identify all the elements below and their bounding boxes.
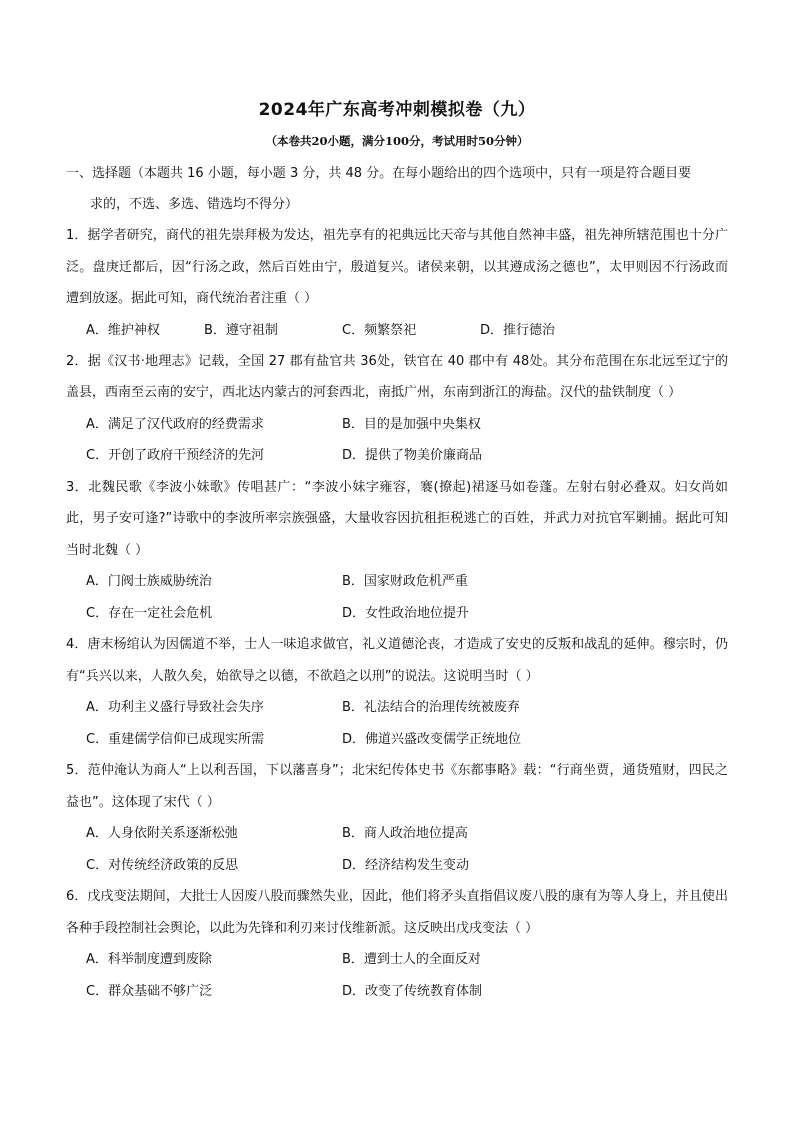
question-text: 1．据学者研究，商代的祖先崇拜极为发达，祖先享有的祀典远比天帝与其他自然神丰盛，祖先神所辖范围也十分广泛。盘庚迁都后，因“行汤之政，然后百姓由宁，殷道复兴。诸侯来朝，以其遵成汤之德也”，太甲则因不行汤政而遭到放逐。据此可知，商代统治者注重（ ）	[66, 228, 728, 306]
option-c: C．开创了政府干预经济的先河	[86, 448, 265, 463]
option-c: C．群众基础不够广泛	[86, 983, 213, 999]
options-row	[66, 315, 728, 346]
option-b: B．遭到士人的全面反对	[342, 952, 481, 967]
question-text: 2．据《汉书·地理志》记载，全国 27 郡有盐官共 36处，铁官在 40 郡中有 48处。其分布范围在东北远至辽宁的盖县，西南至云南的安宁，西北达内蒙古的河套西北，南抵广州，东南到浙江的海盐。汉代的盐铁制度（ ）	[66, 353, 728, 400]
option-c: C．存在一定社会危机	[86, 605, 213, 621]
options-grid	[66, 566, 728, 629]
section-header	[66, 158, 728, 220]
question-text: 5．范仲淹认为商人“上以利吾国，下以藩喜身”；北宋纪传体史书《东都事略》载：“行商坐贾，通货殖财，四民之益也”。这体现了宋代（ ）	[66, 763, 728, 810]
page-title: 2024年广东高考冲刺模拟卷（九）	[258, 100, 536, 120]
question-text: 6．戊戌变法期间，大批士人因废八股而骤然失业，因此，他们将矛头直指倡议废八股的康有为等人身上，并且使出各种手段控制社会舆论，以此为先锋和利刃来讨伐维新派。这反映出戊戌变法（ ）	[66, 889, 728, 936]
options-grid	[66, 692, 728, 755]
option-a: A．人身依附关系逐渐松弛	[86, 826, 238, 841]
section-header-line-2: 求的，不选、多选、错选均不得分）	[90, 197, 299, 212]
option-b: B．目的是加强中央集权	[342, 416, 481, 432]
option-d: D．改变了传统教育体制	[342, 983, 483, 999]
section-header-line-1: 一、选择题（本题共 16 小题，每小题 3 分，共 48 分。在每小题给出的四个选项中，只有一项是符合题目要	[66, 166, 692, 181]
option-d: D．提供了物美价廉商品	[342, 448, 483, 463]
option-a: A．满足了汉代政府的经费需求	[86, 416, 264, 432]
option-c: C．重建儒学信仰已成现实所需	[86, 731, 265, 747]
options-grid	[66, 944, 728, 1007]
option-c: C．对传统经济政策的反思	[86, 857, 239, 873]
option-c: C．频繁祭祀	[342, 322, 417, 338]
option-b: B．商人政治地位提高	[342, 826, 468, 841]
question-4	[66, 629, 728, 755]
question-text: 3．北魏民歌《李波小妹歌》传唱甚广：“李波小妹字雍容，褰(撩起)裙逐马如卷蓬。左射右射必叠双。妇女尚如此，男子安可逢?”诗歌中的李波所率宗族强盛，大量收容因抗租拒税逃亡的百姓，并武力对抗官军剿捕。据此可知当时北魏（ ）	[66, 479, 728, 558]
question-1	[66, 220, 728, 346]
question-2	[66, 346, 728, 472]
option-b: B．礼法结合的治理传统被废弃	[342, 700, 520, 715]
option-d: D．经济结构发生变动	[342, 857, 470, 873]
question-5	[66, 755, 728, 881]
option-a: A．科举制度遭到废除	[86, 952, 212, 967]
option-b: B．遵守祖制	[204, 322, 278, 338]
exam-instructions: （本卷共20小题，满分100分，考试用时50分钟）	[265, 134, 529, 148]
option-d: D．佛道兴盛改变儒学正统地位	[342, 731, 522, 747]
options-grid	[66, 409, 728, 472]
option-d: D．推行德治	[480, 322, 556, 338]
options-grid	[66, 818, 728, 881]
question-text: 4．唐末杨绾认为因儒道不举，士人一味追求做官，礼义道德沦丧，才造成了安史的反叛和战乱的延伸。穆宗时，仍有“兵兴以来，人散久矣，始欲导之以德，不欲趋之以刑”的说法。这说明当时（ ）	[66, 637, 728, 684]
option-b: B．国家财政危机严重	[342, 574, 468, 589]
question-3	[66, 472, 728, 630]
option-d: D．女性政治地位提升	[342, 605, 470, 621]
question-6	[66, 881, 728, 1007]
option-a: A．功利主义盛行导致社会失序	[86, 700, 264, 715]
option-a: A．门阀士族威胁统治	[86, 574, 212, 589]
option-a: A．维护神权	[86, 322, 160, 338]
